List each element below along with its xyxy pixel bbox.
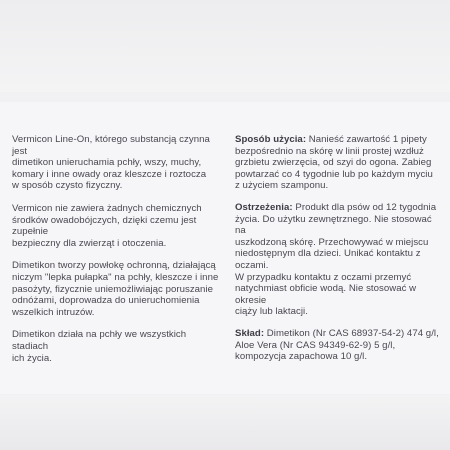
usage-label: Sposób użycia:: [235, 134, 307, 145]
top-background-band: [0, 0, 450, 92]
description-paragraph-2: Vermicon nie zawiera żadnych chemicznych środków owadobójczych, dzięki czemu jest zupełnie bezpieczny dla zwierząt i otoczenia.: [12, 202, 202, 249]
bottom-background-band: [0, 395, 450, 450]
composition-label: Skład:: [235, 327, 265, 339]
usage-section: [235, 134, 445, 192]
usage-text: Nanieść zawartość 1 pipety bezpośrednio na skórę w linii prostej wzdłuż grzbietu zwierzęcia, od szyi do ogona. Zabieg powtarzać co 4 tygodnie lub po każdym myciu z użyciem szamponu.: [235, 134, 433, 192]
warnings-text: Produkt dla psów od 12 tygodnia życia. Do użytku zewnętrznego. Nie stosować na uszkodzoną skórę. Przechowywać w miejscu niedostępnym dla dzieci. Unikać kontaktu z oczami. W przypadku kontaktu z oczami przemyć natychmiast obficie wodą. Nie stosować w okresie ciąży lub laktacji.: [235, 201, 437, 318]
composition-text: Dimetikon (Nr CAS 68937-54-2) 474 g/l, Aloe Vera (Nr CAS 94349-62-9) 5 g/l, kompozycja zapachowa 10 g/l.: [235, 327, 439, 363]
warnings-section: [235, 202, 445, 318]
description-column: [12, 134, 222, 375]
description-paragraph-4: Dimetikon działa na pchły we wszystkich stadiach ich życia.: [12, 329, 187, 364]
instructions-column: [235, 134, 445, 373]
description-paragraph-3: Dimetikon tworzy powłokę ochronną, działającą niczym "lepka pułapka" na pchły, kleszcze i inne pasożyty, fizycznie uniemożliwiając poruszanie odnóżami, doprowadza do unieruchomienia wszelkich intruzów.: [12, 260, 219, 318]
description-paragraph-1: Vermicon Line-On, którego substancją czynna jest dimetikon unieruchamia pchły, wszy, muchy, komary i inne owady oraz kleszcze i roztocza w sposób czysto fizyczny.: [12, 134, 210, 192]
composition-section: [235, 328, 445, 363]
warnings-label: Ostrzeżenia:: [235, 201, 293, 213]
